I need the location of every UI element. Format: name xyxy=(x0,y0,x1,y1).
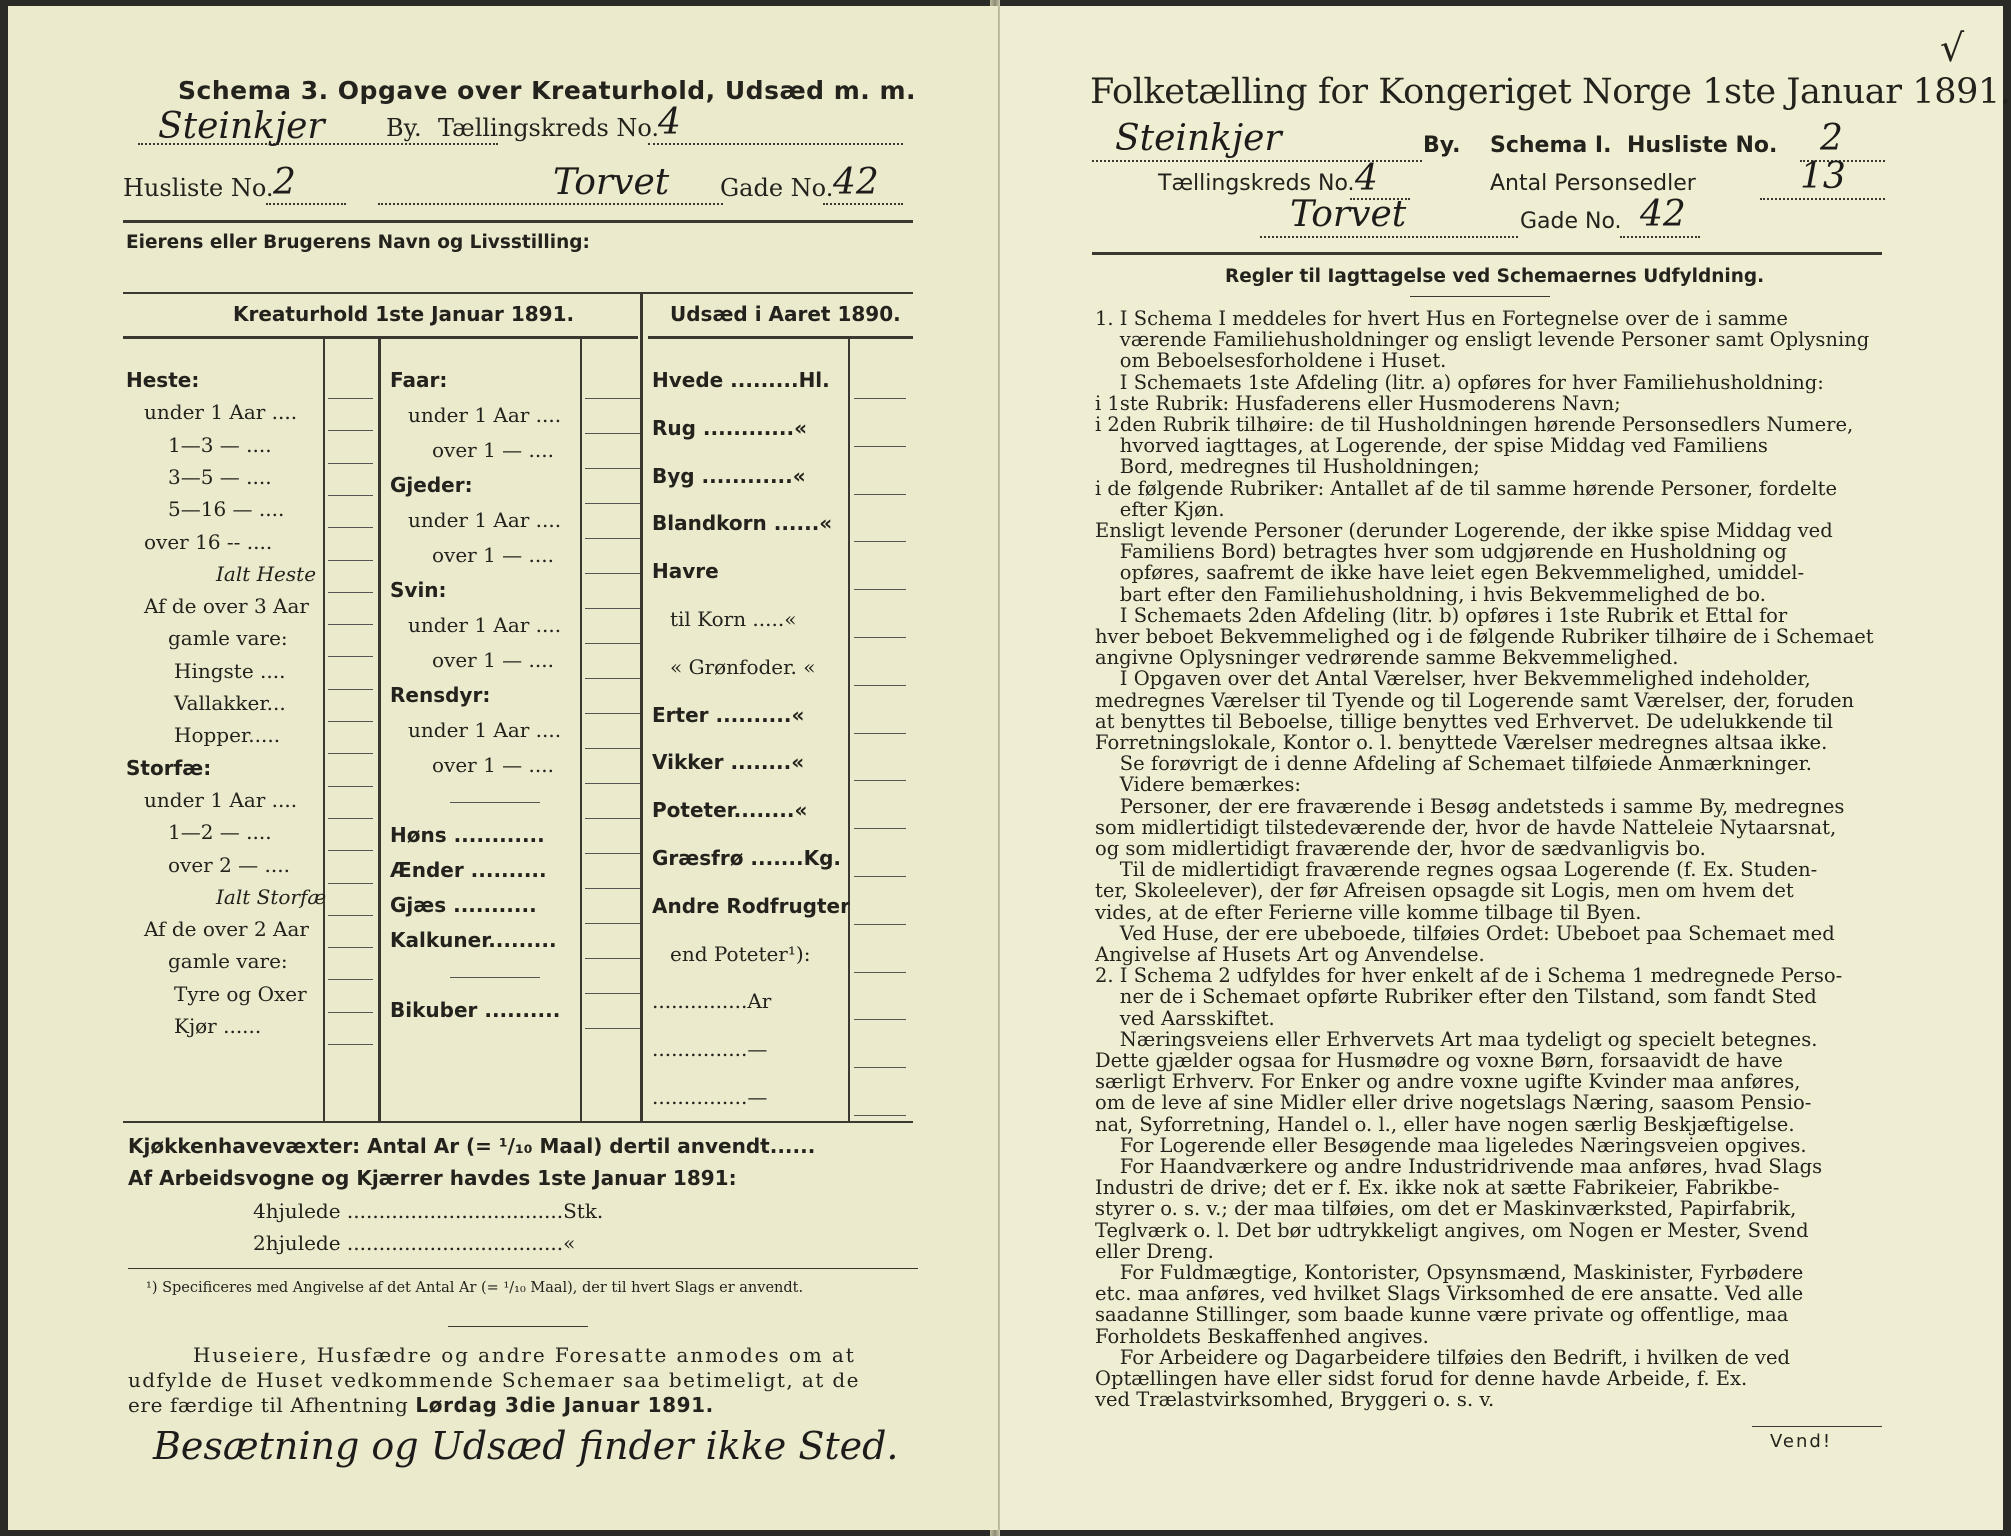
col3-row-label: Poteter........« xyxy=(652,798,808,823)
col2-value-line xyxy=(585,818,640,819)
col2-value-line xyxy=(585,958,640,959)
col1-value-line xyxy=(328,560,373,561)
schema3-title: Schema 3. Opgave over Kreaturhold, Udsæd m. m. xyxy=(178,76,917,105)
col3-value-line xyxy=(854,972,906,973)
krets-underline xyxy=(648,141,903,145)
col3-row-label: ...............— xyxy=(652,1085,768,1109)
by-handwritten: Steinkjer xyxy=(158,106,325,147)
col2-row-label: Høns ............ xyxy=(390,823,545,847)
rules-paragraph: Ved Huse, der ere ubeboede, tilføies Ordet: Ubeboet paa Schemaet med Angivelse af Husets Art og Anvendelse. xyxy=(1095,921,1835,966)
col3-value-line xyxy=(854,828,906,829)
col2-value-line xyxy=(585,643,640,644)
col3-value-left xyxy=(848,338,850,1121)
col2-row-label: over 1 — .... xyxy=(432,438,554,462)
col1-value-line xyxy=(328,624,373,625)
col1-value-line xyxy=(328,721,373,722)
handwritten-note: Besætning og Udsæd finder ikke Sted. xyxy=(153,1424,899,1468)
col1-value-line xyxy=(328,979,373,980)
gade-underline xyxy=(378,201,723,205)
col2-row-label: Bikuber .......... xyxy=(390,998,561,1022)
col1-row-label: Kjør ...... xyxy=(174,1014,262,1038)
col1-value-line xyxy=(328,915,373,916)
rules-paragraph: I Schemaets 1ste Afdeling (litr. a) opføres for hver Familiehusholdning: i 1ste Rubrik: Husfaderens eller Husmoderens Navn; i 2den Rubrik tilhøire: de til Husholdningen hørende Personsedlers Numere, hvorved iagttages, at Logerende, der spise Middag ved Familiens Bord, medregnes til Husholdningen; i de følgende Rubriker: Antallet af de til samme hørende Personer, fordelte efter Kjøn. xyxy=(1095,370,1854,521)
col1-row-label: Ialt Heste xyxy=(216,561,317,586)
rules-paragraph: For Fuldmægtige, Kontorister, Opsynsmænd, Maskinister, Fyrbødere etc. maa anføres, ved hvilket Slags Virksomhed de ere ansatte. Ved alle saadanne Stillinger, som baade kunne være private og offentlige, maa Forholdets Beskaffenhed angives. xyxy=(1095,1261,1804,1348)
col3-row-label: til Korn .....« xyxy=(670,607,797,631)
col1-value-line xyxy=(328,850,373,851)
kjokkenhave-line xyxy=(128,1134,815,1158)
col1-row-label: 1—3 — .... xyxy=(168,432,272,457)
col3-row-label: Vikker ........« xyxy=(652,750,805,775)
col2-value-line xyxy=(585,853,640,854)
col1-row-label: 1—2 — .... xyxy=(168,820,272,845)
col2-row-label: Kalkuner......... xyxy=(390,928,557,952)
corner-check-mark: √ xyxy=(1940,26,1965,70)
husliste-label: Husliste No. xyxy=(123,174,274,202)
kreaturhold-header: Kreaturhold 1ste Januar 1891. xyxy=(233,302,575,326)
col3-value-line xyxy=(854,685,906,686)
col1-value-left xyxy=(323,338,325,1121)
rules-paragraph: Se forøvrigt de i denne Afdeling af Schemaet tilføiede Anmærkninger. Videre bemærkes: xyxy=(1119,752,1812,797)
rules-paragraph: 2. I Schema 2 udfyldes for hver enkelt af de i Schema 1 medregnede Perso- ner de i Schemaet opførte Rubriker efter den Tilstand, som fandt Sted ved Aarsskiftet. xyxy=(1095,964,1843,1030)
antal-handwritten: 13 xyxy=(1800,156,1846,197)
rules-paragraph: For Logerende eller Besøgende maa ligeledes Næringsveien opgives. xyxy=(1095,1133,1807,1157)
col3-row-label: Rug ............« xyxy=(652,415,808,440)
footnote-text: ¹) Specificeres med Angivelse af det Antal Ar (= ¹/₁₀ Maal), der til hvert Slags er anvendt. xyxy=(146,1280,804,1296)
table-divider-main xyxy=(640,293,643,1121)
col3-value-line xyxy=(854,446,906,447)
col2-value-line xyxy=(585,678,640,679)
col2-row-label: Faar: xyxy=(390,368,448,392)
col2-row-label: under 1 Aar .... xyxy=(408,508,562,532)
col3-value-line xyxy=(854,780,906,781)
col1-value-line xyxy=(328,883,373,884)
col2-value-line xyxy=(585,433,640,434)
col1-value-line xyxy=(328,430,373,431)
col2-value-line xyxy=(585,923,640,924)
col1-row-label: Heste: xyxy=(126,368,200,392)
rules-paragraph: For Haandværkere og andre Industridrivende maa anføres, hvad Slags Industri de drive; det er f. Ex. ikke nok at sætte Fabrikeier, Fabrikbe- styrer o. s. v.; der maa tilføies, om det er Maskinværksted, Papirfabrik, Teglværk o. l. Det bør udtrykkeligt angives, om Nogen er Mester, Svend eller Dreng. xyxy=(1095,1155,1823,1263)
col2-row-label: Svin: xyxy=(390,578,447,602)
col2-separator xyxy=(450,977,540,978)
vend-rule xyxy=(1752,1426,1882,1427)
udsaed-header: Udsæd i Aaret 1890. xyxy=(670,302,901,326)
request-line-3 xyxy=(128,1393,714,1417)
col2-row-label: under 1 Aar .... xyxy=(408,718,562,742)
krets-label: Tællingskreds No. xyxy=(438,114,660,142)
col2-value-line xyxy=(585,783,640,784)
right-by-label: By. xyxy=(1423,133,1461,158)
col2-value-line xyxy=(585,503,640,504)
col3-row-label: ...............— xyxy=(652,1037,768,1062)
col1-value-line xyxy=(328,1044,373,1045)
rules-paragraph: I Schemaets 2den Afdeling (litr. b) opføres i 1ste Rubrik et Ettal for hver beboet Bekvemmelighed og i de følgende Rubriker tilhøire de i Schemaet angivne Oplysninger vedrørende samme Bekvemmelighed. xyxy=(1095,603,1874,670)
col3-row-label: Blandkorn ......« xyxy=(652,511,833,536)
col1-value-line xyxy=(328,656,373,657)
rules-paragraph: Næringsveiens eller Erhvervets Art maa tydeligt og specielt betegnes. Dette gjælder ogsaa for Husmødre og voxne Børn, forsaavidt de have særligt Erhverv. For Enker og andre voxne ugifte Kvinder maa anføres, om de leve af sine Midler eller drive nogetslags Næring, saasom Pensio- nat, Syforretning, Handel o. l., eller have nogen særlig Beskjæftigelse. xyxy=(1095,1027,1818,1136)
col2-row-label: Ænder .......... xyxy=(390,858,547,882)
request-line-2: udfylde de Huset vedkommende Schemaer saa betimeligt, at de xyxy=(128,1368,860,1392)
col1-row-label: Af de over 3 Aar xyxy=(144,594,309,619)
col3-row-label: Andre Rodfrugter xyxy=(652,893,850,918)
col1-row-label: Hopper..... xyxy=(174,723,281,748)
owner-label: Eierens eller Brugerens Navn og Livsstilling: xyxy=(126,232,590,253)
col1-value-right xyxy=(378,338,381,1121)
col3-value-line xyxy=(854,1019,906,1020)
col1-value-line xyxy=(328,818,373,819)
census-title: Folketælling for Kongeriget Norge 1ste Januar 1891. xyxy=(1090,72,2011,112)
right-gade-label: Gade No. xyxy=(1520,209,1622,234)
krets-handwritten: 4 xyxy=(658,102,681,143)
col2-row-label: Gjæs ........... xyxy=(390,893,537,917)
col1-value-line xyxy=(328,753,373,754)
col1-row-label: gamle vare: xyxy=(168,949,288,974)
header-rule xyxy=(123,220,913,223)
rules-paragraph: Personer, der ere fraværende i Besøg andetsteds i samme By, medregnes som midlertidigt tilstedeværende der, hvor de havde Natteleie Nytaarsnat, og som midlertidigt fraværende der, hvor de sædvanligvis bo. xyxy=(1095,794,1845,860)
col1-value-line xyxy=(328,1012,373,1013)
col2-value-line xyxy=(585,713,640,714)
request-line-3-text: ere færdige til Afhentning xyxy=(128,1393,416,1417)
col1-value-line xyxy=(328,689,373,690)
right-krets-label: Tællingskreds No. xyxy=(1158,171,1355,196)
col3-row-label: Hvede .........Hl. xyxy=(652,368,830,392)
arbeidsvogne-line: Af Arbeidsvogne og Kjærrer havdes 1ste Januar 1891: xyxy=(128,1166,737,1190)
col2-value-line xyxy=(585,748,640,749)
col2-value-line xyxy=(585,468,640,469)
col3-value-line xyxy=(854,733,906,734)
col1-value-line xyxy=(328,495,373,496)
col2-value-line xyxy=(585,538,640,539)
gade-handwritten: Torvet xyxy=(553,162,670,203)
col1-row-label: Tyre og Oxer xyxy=(174,981,307,1006)
vend-label: Vend! xyxy=(1770,1431,1833,1452)
col1-row-label: Vallakker... xyxy=(174,691,286,715)
col3-row-label: Havre xyxy=(652,559,719,584)
col3-value-line xyxy=(854,876,906,877)
col2-value-left xyxy=(580,338,582,1121)
husliste-handwritten: 2 xyxy=(273,162,296,203)
col3-value-line xyxy=(854,1115,906,1116)
col2-row-label: under 1 Aar .... xyxy=(408,613,562,637)
col1-value-line xyxy=(328,786,373,787)
col3-row-label: end Poteter¹): xyxy=(670,941,811,966)
udsaed-header-rule xyxy=(648,336,913,339)
gade-label: Gade No. xyxy=(720,174,834,202)
by-label: By. xyxy=(386,114,422,142)
rules-paragraph: For Arbeidere og Dagarbeidere tilføies den Bedrift, i hvilken de ved Optællingen have eller sidst forud for denne havde Arbeide, f. Ex. ved Trælastvirksomhed, Bryggeri o. s. v. xyxy=(1095,1345,1790,1412)
rules-paragraph: 1. I Schema I meddeles for hvert Hus en Fortegnelse over de i samme værende Familiehusholdninger og ensligt levende Personer samt Oplysning om Beboelsesforholdene i Huset. xyxy=(1095,307,1870,373)
col1-value-line xyxy=(328,947,373,948)
col1-row-label: gamle vare: xyxy=(168,626,288,651)
col2-value-line xyxy=(585,993,640,994)
rules-title-rule xyxy=(1410,296,1550,297)
right-page-schema-1 xyxy=(1000,6,2011,1530)
col1-value-line xyxy=(328,592,373,593)
col3-row-label: Byg ............« xyxy=(652,463,806,488)
col3-value-line xyxy=(854,398,906,399)
col1-value-line xyxy=(328,527,373,528)
col2-value-line xyxy=(585,608,640,609)
right-krets-handwritten: 4 xyxy=(1355,158,1378,199)
col3-value-line xyxy=(854,637,906,638)
col2-value-line xyxy=(585,398,640,399)
col1-value-line xyxy=(328,463,373,464)
col1-row-label: over 16 -- .... xyxy=(144,529,273,554)
right-by-handwritten: Steinkjer xyxy=(1115,118,1282,159)
col1-row-label: over 2 — .... xyxy=(168,852,290,877)
col2-row-label: under 1 Aar .... xyxy=(408,403,562,427)
table-top-rule xyxy=(123,292,913,294)
right-gade-no-handwritten: 42 xyxy=(1640,194,1686,235)
right-husliste-handwritten: 2 xyxy=(1820,118,1843,159)
right-gade-handwritten: Torvet xyxy=(1290,194,1407,235)
col3-value-line xyxy=(854,589,906,590)
hjul4-line: 4hjulede ..................................Stk. xyxy=(253,1199,604,1223)
col2-row-label: over 1 — .... xyxy=(432,753,554,777)
kjokkenhave-text: Kjøkkenhavevæxter: Antal Ar (= ¹/₁₀ Maal) dertil anvendt...... xyxy=(128,1134,816,1158)
col1-row-label: Storfæ: xyxy=(126,755,212,780)
col2-row-label: over 1 — .... xyxy=(432,648,554,672)
col2-value-line xyxy=(585,1028,640,1029)
col3-value-line xyxy=(854,541,906,542)
rules-paragraph: Ensligt levende Personer (derunder Logerende, der ikke spise Middag ved Familiens Bord) betragtes hver som udgjørende en Husholdning og opføres, saafremt de ikke have leiet egen Bekvemmelighed, umiddel- bart efter den Familiehusholdning, i hvis Bekvemmelighed de bo. xyxy=(1095,519,1833,606)
footnote-short-rule xyxy=(448,1326,588,1327)
footnote-rule xyxy=(128,1268,918,1269)
gade-no-handwritten: 42 xyxy=(833,162,879,203)
rules-paragraph: Til de midlertidigt fraværende regnes ogsaa Logerende (f. Ex. Studen- ter, Skoleelever), der før Afreisen opsagde sit Logis, men om hvem det vides, at de efter Ferierne ville komme tilbage til Byen. xyxy=(1095,858,1818,924)
col2-row-label: Gjeder: xyxy=(390,473,473,497)
rules-paragraph: I Opgaven over det Antal Værelser, hver Bekvemmelighed indeholder, medregnes Værelser til Tyende og til Logerende samt Værelser, der, foruden at benyttes til Beboelse, tillige benyttes ved Erhvervet. De udelukkende til Forretningslokale, Kontor o. l. benyttede Værelser medregnes altsaa ikke. xyxy=(1095,667,1855,754)
left-page-schema-3 xyxy=(8,6,998,1530)
hjul2-line: 2hjulede ..................................« xyxy=(253,1231,576,1255)
table-bottom-rule xyxy=(123,1121,913,1123)
col2-value-line xyxy=(585,573,640,574)
request-deadline: Lørdag 3die Januar 1891. xyxy=(415,1393,714,1417)
col1-row-label: Ialt Storfæ xyxy=(216,884,327,909)
col3-value-line xyxy=(854,494,906,495)
col3-row-label: Græsfrø .......Kg. xyxy=(652,846,842,870)
col1-row-label: Hingste .... xyxy=(174,658,286,683)
col2-value-line xyxy=(585,888,640,889)
col1-row-label: Af de over 2 Aar xyxy=(144,917,309,942)
col1-row-label: under 1 Aar .... xyxy=(144,787,298,812)
col1-row-label: 5—16 — .... xyxy=(168,497,285,522)
col3-value-line xyxy=(854,924,906,925)
col3-row-label: Erter ..........« xyxy=(652,702,805,727)
rules-title: Regler til Iagttagelse ved Schemaernes Udfyldning. xyxy=(1225,266,1765,287)
col3-row-label: « Grønfoder. « xyxy=(670,654,816,679)
col2-row-label: Rensdyr: xyxy=(390,683,491,707)
col3-row-label: ...............Ar xyxy=(652,989,772,1014)
col1-row-label: under 1 Aar .... xyxy=(144,400,298,425)
col1-row-label: 3—5 — .... xyxy=(168,464,272,489)
col1-value-line xyxy=(328,398,373,399)
col3-value-line xyxy=(854,1067,906,1068)
col2-separator xyxy=(450,802,540,803)
right-husliste-label: Husliste No. xyxy=(1627,133,1778,158)
request-line-1: Huseiere, Husfædre og andre Foresatte anmodes om at xyxy=(193,1343,856,1367)
col2-row-label: over 1 — .... xyxy=(432,543,554,567)
schema-label: Schema I. xyxy=(1490,133,1612,158)
right-header-rule xyxy=(1092,252,1882,255)
antal-personsedler-label: Antal Personsedler xyxy=(1490,171,1696,196)
